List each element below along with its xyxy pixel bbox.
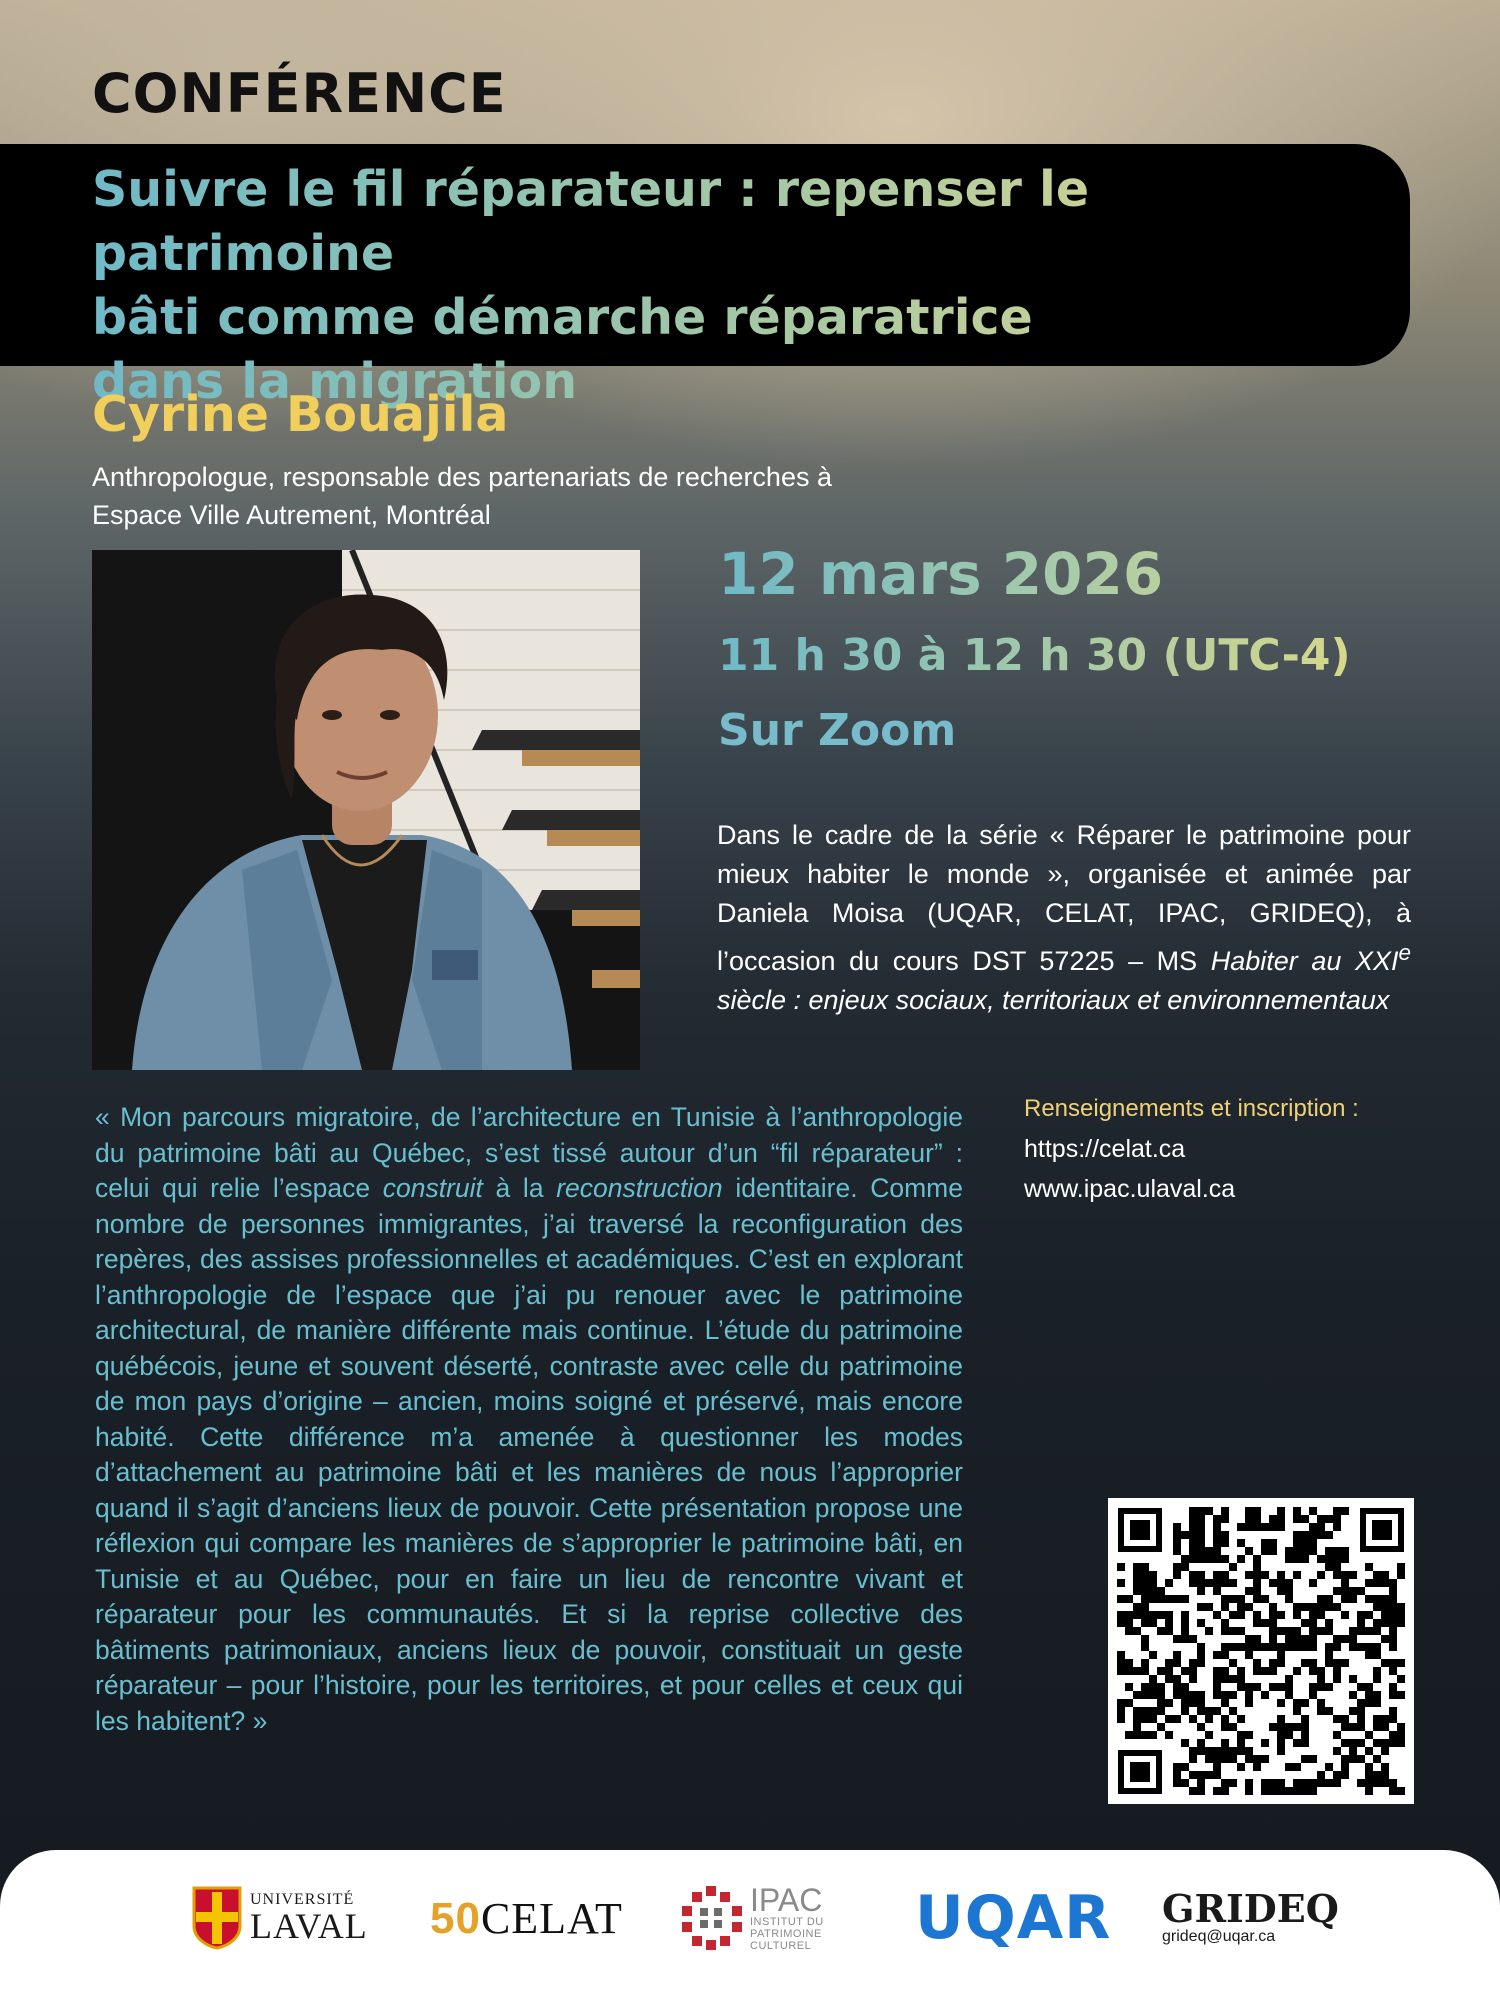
celat-logo[interactable] bbox=[430, 1876, 623, 1960]
quote-italic-1: construit bbox=[382, 1173, 483, 1203]
info-heading: Renseignements et inscription : bbox=[1024, 1095, 1359, 1122]
celat-wordmark bbox=[430, 1893, 623, 1944]
laval-small-text: UNIVERSITÉ bbox=[250, 1891, 355, 1908]
course-title-part-2: siècle : enjeux sociaux, territoriaux et environnementaux bbox=[717, 985, 1390, 1015]
celat-link[interactable]: https://celat.ca bbox=[1024, 1135, 1186, 1163]
ipac-sub-1: INSTITUT DU bbox=[750, 1916, 824, 1928]
grideq-wordmark: GRIDEQ bbox=[1162, 1886, 1339, 1931]
laval-shield-icon bbox=[192, 1886, 242, 1950]
qr-code[interactable] bbox=[1108, 1498, 1414, 1804]
uqar-logo[interactable] bbox=[915, 1876, 1111, 1960]
grideq-logo[interactable] bbox=[1162, 1876, 1339, 1960]
event-type-label: CONFÉRENCE bbox=[92, 62, 507, 125]
quote-part-1: « Mon parcours migratoire, de l’architecture en Tunisie à l’anthropologie du patrimoine bâti au Québec, s’est tissé autour d’un “fil réparateur” : celui qui relie l’espace bbox=[95, 1102, 963, 1203]
event-title-line-3: dans la migration bbox=[92, 353, 578, 410]
quote-part-2: à la bbox=[482, 1173, 557, 1203]
speaker-quote bbox=[95, 1100, 963, 1739]
laval-big-text: LAVAL bbox=[250, 1906, 368, 1946]
speaker-photo bbox=[92, 550, 640, 1070]
speaker-name: Cyrine Bouajila bbox=[92, 386, 509, 443]
event-title-line-1: Suivre le fil réparateur : repenser le patrimoine bbox=[92, 161, 1090, 282]
speaker-role-line-1: Anthropologue, responsable des partenariats de recherches à bbox=[92, 462, 832, 492]
quote-italic-2: reconstruction bbox=[556, 1173, 723, 1203]
course-title-sup: e bbox=[1398, 940, 1412, 965]
ipac-sub-2: PATRIMOINE bbox=[750, 1928, 822, 1940]
event-place: Sur Zoom bbox=[718, 705, 957, 756]
ipac-link[interactable]: www.ipac.ulaval.ca bbox=[1024, 1175, 1236, 1203]
event-time: 11 h 30 à 12 h 30 (UTC-4) bbox=[718, 630, 1351, 681]
event-title bbox=[92, 158, 1392, 414]
ipac-name: IPAC bbox=[750, 1882, 823, 1918]
speaker-photo-illustration bbox=[92, 550, 640, 1070]
celat-name: CELAT bbox=[480, 1893, 623, 1943]
ipac-sub-3: CULTUREL bbox=[750, 1940, 812, 1952]
quote-part-3: identitaire. Comme nombre de personnes immigrantes, j’ai traversé la reconfiguration des repères, des assises professionnelles et académiques. C’est en explorant l’anthropologie de l’espace que j’ai pu renouer avec le patrimoine architectural, de manière différente mais continue. L’étude du patrimoine québécois, jeune et souvent déserté, contraste avec celle du patrimoine de mon pays d’origine – ancien, moins soigné et préservé, mais encore habité. Cette différence m’a amenée à questionner les modes d’attachement au patrimoine bâti et les manières de nous l’approprier quand il s’agit d’anciens lieux de pouvoir. Cette présentation propose une réflexion qui compare les manières de s’approprier le patrimoine bâti, en Tunisie et au Québec, pour en faire un lieu de rencontre vivant et réparateur pour les communautés. Et si la reprise collective des bâtiments patrimoniaux, anciens lieux de pouvoir, constituait un geste réparateur – pour l’histoire, pour les territoires, et pour celles et ceux qui les habitent? » bbox=[95, 1173, 963, 1736]
celat-number: 50 bbox=[430, 1893, 481, 1943]
ipac-logo[interactable] bbox=[678, 1876, 824, 1960]
qr-code-icon bbox=[1108, 1498, 1414, 1804]
event-title-line-2: bâti comme démarche réparatrice bbox=[92, 289, 1033, 346]
grideq-email: grideq@uqar.ca bbox=[1162, 1928, 1276, 1945]
uqar-wordmark: UQAR bbox=[915, 1883, 1112, 1953]
series-text: Dans le cadre de la série « Réparer le patrimoine pour mieux habiter le monde », organisée et animée par Daniela Moisa (UQAR, CELAT, IPAC, GRIDEQ), à l’occasion du cours DST 57225 – MS bbox=[717, 820, 1411, 976]
course-title-part-1: Habiter au XXI bbox=[1210, 946, 1399, 976]
event-date: 12 mars 2026 bbox=[718, 540, 1164, 608]
universite-laval-logo[interactable] bbox=[192, 1876, 368, 1960]
ipac-mosaic-icon bbox=[678, 1884, 746, 1952]
series-description bbox=[717, 816, 1411, 1020]
speaker-role-line-2: Espace Ville Autrement, Montréal bbox=[92, 500, 491, 530]
speaker-role bbox=[92, 458, 1052, 534]
